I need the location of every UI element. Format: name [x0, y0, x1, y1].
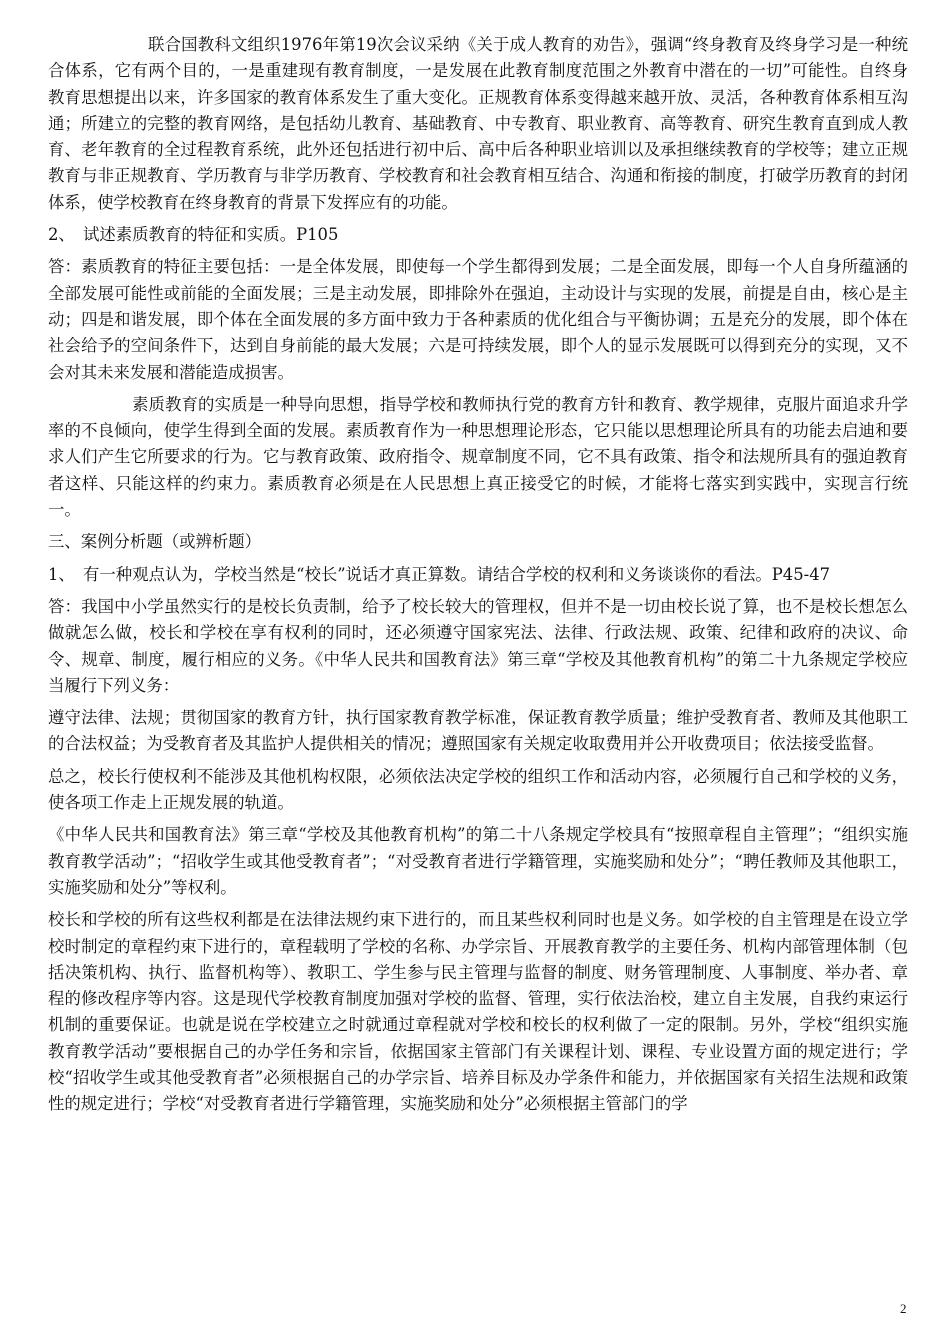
- case-1-answer-intro: 答：我国中小学虽然实行的是校长负责制，给予了校长较大的管理权，但并不是一切由校长说了算，也不是校长想怎么做就怎么做，校长和学校在享有权利的同时，还必须遵守国家宪法、法律、行政法规、政策、纪律和政府的决议、命令、规章、制度，履行相应的义务。《中华人民共和国教育法》第三章“学校及其他教育机构”的第二十九条规定学校应当履行下列义务：: [48, 596, 908, 695]
- document-page: [48, 32, 908, 1124]
- section-3-heading: 三、案例分析题（或辨析题）: [48, 532, 262, 552]
- page-number: 2: [900, 1301, 907, 1316]
- question-2-heading: 2、 试述素质教育的特征和实质。P105: [48, 225, 339, 245]
- answer-2-essence: 素质教育的实质是一种导向思想，指导学校和教师执行党的教育方针和教育、教学规律，克服片面追求升学率的不良倾向，使学生得到全面的发展。素质教育作为一种思想理论形态，它只能以思想理论所具有的功能去启迪和要求人们产生它所要求的行为。它与教育政策、政府指令、规章制度不同，它不具有政策、指令和法规所具有的强迫教育者这样、只能这样的约束力。素质教育必须是在人民思想上真正接受它的时候，才能将七落实到实践中，实现言行统一。: [48, 394, 908, 520]
- case-1-obligations: 遵守法律、法规；贯彻国家的教育方针，执行国家教育教学标准，保证教育教学质量；维护受教育者、教师及其他职工的合法权益；为受教育者及其监护人提供相关的情况；遵照国家有关规定收取费用并公开收费项目；依法接受监督。: [48, 708, 908, 754]
- answer-2-features: 答：素质教育的特征主要包括：一是全体发展，即使每一个学生都得到发展；二是全面发展，即每一个人自身所蕴涵的全部发展可能性或前能的全面发展；三是主动发展，即排除外在强迫，主动设计与实现的发展，前提是自由，核心是主动；四是和谐发展，即个体在全面发展的多方面中致力于各种素质的优化组合与平衡协调；五是充分的发展，即个体在社会给予的空间条件下，达到自身前能的最大发展；六是可持续发展，即个人的显示发展既可以得到充分的实现，又不会对其未来发展和潜能造成损害。: [48, 257, 908, 382]
- case-1-constraints: 校长和学校的所有这些权利都是在法律法规约束下进行的，而且某些权利同时也是义务。如学校的自主管理是在设立学校时制定的章程约束下进行的，章程载明了学校的名称、办学宗旨、开展教育教学的主要任务、机构内部管理体制（包括决策机构、执行、监督机构等）、教职工、学生参与民主管理与监督的制度、财务管理制度、人事制度、举办者、章程的修改程序等内容。这是现代学校教育制度加强对学校的监督、管理，实行依法治校，建立自主发展，自我约束运行机制的重要保证。也就是说在学校建立之时就通过章程就对学校和校长的权利做了一定的限制。另外，学校“组织实施教育教学活动”要根据自己的办学任务和宗旨，依据国家主管部门有关课程计划、课程、专业设置方面的规定进行；学校“招收学生或其他受教育者”必须根据自己的办学宗旨、培养目标及办学条件和能力，并依据国家有关招生法规和政策性的规定进行；学校“对受教育者进行学籍管理，实施奖励和处分”必须根据主管部门的学: [48, 910, 908, 1114]
- case-1-rights: 《中华人民共和国教育法》第三章“学校及其他教育机构”的第二十八条规定学校具有“按照章程自主管理”；“组织实施教育教学活动”；“招收学生或其他受教育者”；“对受教育者进行学籍管理，实施奖励和处分”；“聘任教师及其他职工，实施奖励和处分”等权利。: [48, 825, 908, 897]
- case-1-summary: 总之，校长行使权利不能涉及其他机构权限，必须依法决定学校的组织工作和活动内容，必须履行自己和学校的义务，使各项工作走上正规发展的轨道。: [48, 766, 908, 813]
- case-1-question: 1、 有一种观点认为，学校当然是“校长”说话才真正算数。请结合学校的权利和义务谈谈你的看法。P45-47: [48, 564, 831, 584]
- paragraph-lifelong-education: 联合国教科文组织1976年第19次会议采纳《关于成人教育的劝告》，强调“终身教育及终身学习是一种统合体系，它有两个目的，一是重建现有教育制度，一是发展在此教育制度范围之外教育中潜在的一切”可能性。自终身教育思想提出以来，许多国家的教育体系发生了重大变化。正规教育体系变得越来越开放、灵活，各种教育体系相互沟通；所建立的完整的教育网络，是包括幼儿教育、基础教育、中专教育、职业教育、高等教育、研究生教育直到成人教育、老年教育的全过程教育系统，此外还包括进行初中后、高中后各种职业培训以及承担继续教育的学校等；建立正规教育与非正规教育、学历教育与非学历教育、学校教育和社会教育相互结合、沟通和衔接的制度，打破学历教育的封闭体系，使学校教育在终身教育的背景下发挥应有的功能。: [48, 35, 908, 212]
